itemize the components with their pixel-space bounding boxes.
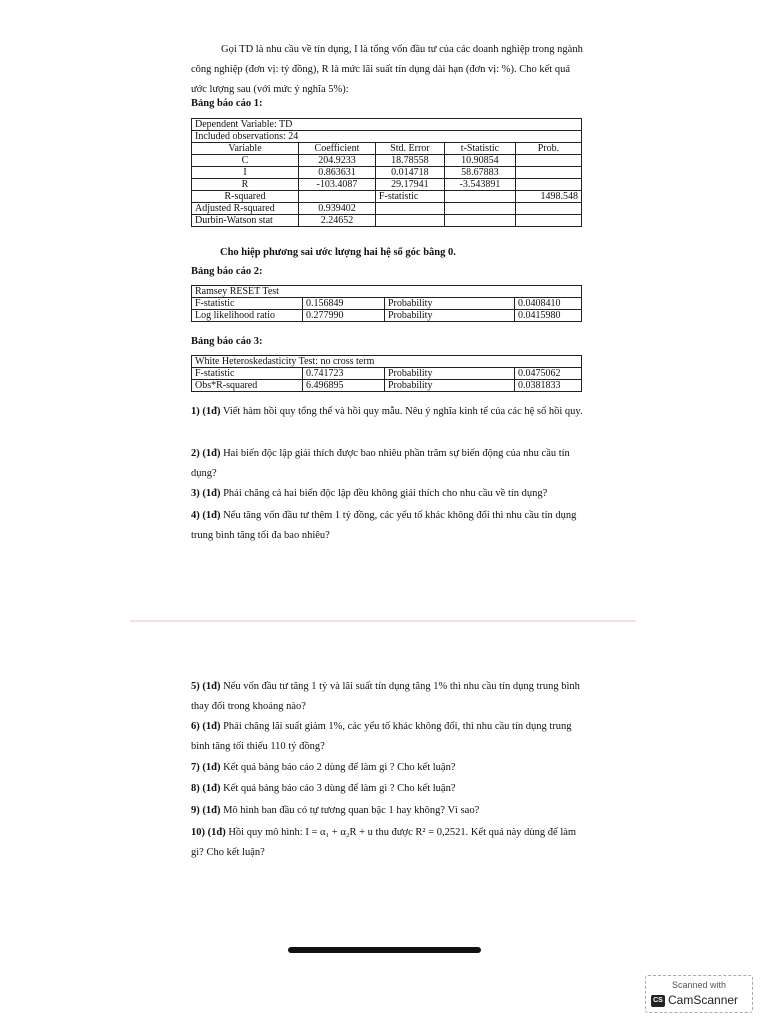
prob-value: 0.0408410: [515, 298, 582, 310]
question-6: [191, 717, 586, 757]
question-text: Kết quả bảng báo cáo 2 dùng để làm gì ? Cho kết luận?: [223, 762, 456, 773]
report1-table: [191, 118, 582, 227]
empty-cell: [444, 215, 515, 227]
adjusted-r-squared-label: Adjusted R-squared: [192, 203, 299, 215]
question-text: Phải chăng cả hai biến độc lập đều không giải thích cho nhu cầu về tín dụng?: [223, 488, 548, 499]
stat-value: 6.496895: [303, 380, 385, 392]
t-stat-cell: -3.543891: [444, 179, 515, 191]
question-number: 7) (1đ): [191, 762, 221, 773]
question-number: 10) (1đ): [191, 827, 226, 838]
question-number: 1) (1đ): [191, 406, 221, 417]
coefficient-cell: -103.4087: [299, 179, 376, 191]
question-number: 8) (1đ): [191, 783, 221, 794]
empty-cell: [515, 215, 581, 227]
header-cell: Variable: [192, 143, 299, 155]
question-10: [191, 823, 586, 863]
question-3: [191, 484, 586, 504]
question-number: 9) (1đ): [191, 805, 221, 816]
std-error-cell: 0.014718: [375, 167, 444, 179]
stat-label: Log likelihood ratio: [192, 310, 303, 322]
prob-label: Probability: [385, 298, 515, 310]
question-5: [191, 677, 586, 717]
question-8: [191, 779, 586, 799]
stat-value: 0.156849: [303, 298, 385, 310]
t-stat-cell: 58.67883: [444, 167, 515, 179]
empty-cell: [444, 203, 515, 215]
camscanner-logo-icon: CS: [651, 995, 665, 1007]
included-observations: Included observations: 24: [192, 131, 582, 143]
adjusted-r-squared-value: 0.939402: [299, 203, 376, 215]
question-7: [191, 758, 586, 778]
report2-label: Bảng báo cáo 2:: [191, 266, 263, 277]
page-divider: [130, 620, 636, 622]
table-row: [192, 191, 582, 203]
durbin-watson-label: Durbin-Watson stat: [192, 215, 299, 227]
std-error-cell: 18.78558: [375, 155, 444, 167]
stat-label: F-statistic: [192, 368, 303, 380]
header-cell: Std. Error: [375, 143, 444, 155]
table-row: [192, 179, 582, 191]
camscanner-name: CamScanner: [668, 993, 739, 1007]
question-4: [191, 506, 586, 546]
question-number: 3) (1đ): [191, 488, 221, 499]
empty-cell: [515, 203, 581, 215]
report2-title: Ramsey RESET Test: [192, 286, 582, 298]
durbin-watson-value: 2.24652: [299, 215, 376, 227]
question-text: Hồi quy mô hình: I = α₁ + α₂R + u thu được R² = 0,2521. Kết quả này dùng để làm gì? Cho kết luận?: [191, 827, 577, 858]
stat-value: 0.741723: [303, 368, 385, 380]
f-statistic-value: 1498.548: [515, 191, 581, 203]
question-text: Kết quả bảng báo cáo 3 dùng để làm gì ? Cho kết luận?: [223, 783, 456, 794]
report3-label: Bảng báo cáo 3:: [191, 336, 263, 347]
prob-value: 0.0415980: [515, 310, 582, 322]
covariance-note: Cho hiệp phương sai ước lượng hai hệ số góc bằng 0.: [220, 247, 456, 258]
question-text: Hai biến độc lập giải thích được bao nhiêu phần trăm sự biến động của nhu cầu tín dụng?: [191, 448, 570, 479]
prob-label: Probability: [385, 368, 515, 380]
prob-label: Probability: [385, 310, 515, 322]
table-header-row: [192, 143, 582, 155]
prob-cell: [515, 155, 581, 167]
question-text: Nếu tăng vốn đầu tư thêm 1 tỷ đồng, các yếu tố khác không đổi thì nhu cầu tín dụng trung bình tăng tối đa bao nhiêu?: [191, 510, 577, 541]
table-row: [192, 380, 582, 392]
table-row: [192, 167, 582, 179]
header-cell: Prob.: [515, 143, 581, 155]
r-squared-value: [299, 191, 376, 203]
question-number: 2) (1đ): [191, 448, 221, 459]
t-stat-cell: 10.90854: [444, 155, 515, 167]
empty-cell: [444, 191, 515, 203]
dependent-variable: Dependent Variable: TD: [192, 119, 582, 131]
question-number: 5) (1đ): [191, 681, 221, 692]
empty-cell: [375, 215, 444, 227]
header-cell: t-Statistic: [444, 143, 515, 155]
table-row: [192, 155, 582, 167]
empty-cell: [375, 203, 444, 215]
prob-value: 0.0381833: [515, 380, 582, 392]
prob-value: 0.0475062: [515, 368, 582, 380]
intro-paragraph: Gọi TD là nhu cầu về tín dụng, I là tổng vốn đầu tư của các doanh nghiệp trong ngành công nghiệp (đơn vị: tỷ đồng), R là mức lãi suất tín dụng dài hạn (đơn vị: %). Cho kết quả ước lượng sau (với mức ý nghĩa 5%):: [191, 44, 583, 95]
variable-cell: I: [192, 167, 299, 179]
table-row: [192, 203, 582, 215]
camscanner-watermark: [645, 975, 753, 1013]
question-text: Nếu vốn đầu tư tăng 1 tỷ và lãi suất tín dụng tăng 1% thì nhu cầu tín dụng trung bình thay đổi trong khoảng nào?: [191, 681, 580, 712]
coefficient-cell: 0.863631: [299, 167, 376, 179]
stat-label: Obs*R-squared: [192, 380, 303, 392]
report3-table: [191, 355, 582, 392]
prob-cell: [515, 179, 581, 191]
question-1: [191, 402, 586, 422]
variable-cell: R: [192, 179, 299, 191]
question-text: Phải chăng lãi suất giảm 1%, các yếu tố khác không đổi, thì nhu cầu tín dụng trung bình tăng tối thiểu 110 tỷ đồng?: [191, 721, 572, 752]
f-statistic-label: F-statistic: [375, 191, 444, 203]
coefficient-cell: 204.9233: [299, 155, 376, 167]
table-row: [192, 298, 582, 310]
report1-label: Bảng báo cáo 1:: [191, 98, 263, 109]
question-text: Mô hình ban đầu có tự tương quan bậc 1 hay không? Vì sao?: [223, 805, 480, 816]
stat-label: F-statistic: [192, 298, 303, 310]
question-2: [191, 444, 586, 484]
report3-title: White Heteroskedasticity Test: no cross term: [192, 356, 582, 368]
home-indicator: [288, 947, 481, 953]
question-number: 6) (1đ): [191, 721, 221, 732]
report2-table: [191, 285, 582, 322]
table-row: [192, 215, 582, 227]
prob-cell: [515, 167, 581, 179]
question-9: [191, 801, 586, 821]
scanned-with-text: Scanned with: [671, 980, 727, 990]
prob-label: Probability: [385, 380, 515, 392]
variable-cell: C: [192, 155, 299, 167]
question-number: 4) (1đ): [191, 510, 221, 521]
stat-value: 0.277990: [303, 310, 385, 322]
question-text: Viết hàm hồi quy tổng thể và hồi quy mẫu. Nêu ý nghĩa kinh tế của các hệ số hồi quy.: [222, 406, 583, 417]
table-row: [192, 310, 582, 322]
header-cell: Coefficient: [299, 143, 376, 155]
r-squared-label: R-squared: [192, 191, 299, 203]
std-error-cell: 29.17941: [375, 179, 444, 191]
table-row: [192, 368, 582, 380]
